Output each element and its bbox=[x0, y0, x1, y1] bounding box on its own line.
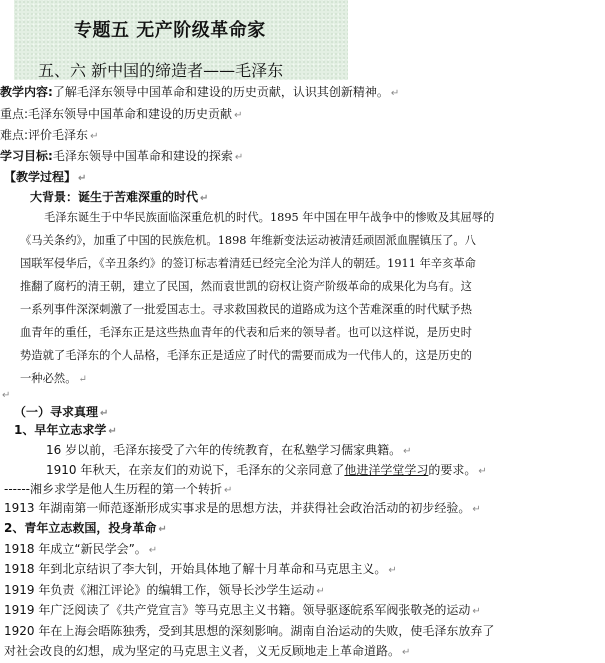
background-heading-text: 大背景：诞生于苦难深重的时代 bbox=[30, 190, 199, 204]
key-point-label: 重点: bbox=[0, 107, 29, 121]
paragraph-turning-point: ------湘乡求学是他人生历程的第一个转折 ↵ bbox=[4, 482, 233, 496]
background-line-5: 一系列事件深深刺激了一批爱国志士。寻求救国救民的道路成为这个苦难深重的时代赋予热 bbox=[20, 303, 472, 316]
background-line-8: 一种必然。 ↵ bbox=[20, 372, 87, 385]
subheading-youth-revolution: 2、青年立志救国，投身革命 ↵ bbox=[4, 521, 167, 535]
page-title: 专题五 无产阶级革命家 bbox=[74, 20, 266, 41]
teaching-content-text: 了解毛泽东领导中国革命和建设的历史贡献，认识其创新精神。 bbox=[52, 85, 389, 99]
paragraph-1913: 1913 年湖南第一师范逐渐形成实事求是的思想方法，并获得社会政治活动的初步经验。 ↵ bbox=[4, 501, 481, 515]
key-point-text: 毛泽东领导中国革命和建设的历史贡献 bbox=[28, 107, 233, 121]
list-item: 1919 年广泛阅读了《共产党宣言》等马克思主义书籍。领导驱逐皖系军阀张敬尧的运动 ↵ bbox=[4, 603, 481, 617]
blank-line: ↵ bbox=[2, 390, 11, 401]
background-line-4: 推翻了腐朽的清王朝，建立了民国，然而袁世凯的窃权让资产阶级革命的成果化为乌有。这 bbox=[20, 280, 472, 293]
section-heading-text: （一）寻求真理 bbox=[14, 405, 99, 419]
process-heading: 【教学过程】 ↵ bbox=[4, 170, 87, 184]
paragraph-1910-underlined: 他进洋学堂学习 bbox=[344, 463, 429, 477]
paragraph-1913-text: 1913 年湖南第一师范逐渐形成实事求是的思想方法，并获得社会政治活动的初步经验。 bbox=[4, 501, 471, 515]
page-subtitle: 五、六 新中国的缔造者——毛泽东 bbox=[38, 61, 284, 80]
paragraph-turning-point-text: ------湘乡求学是他人生历程的第一个转折 bbox=[4, 482, 222, 496]
paragraph-1910: 1910 年秋天，在亲友们的劝说下，毛泽东的父亲同意了他进洋学堂学习的要求。 ↵ bbox=[46, 463, 487, 477]
list-item-text: 1919 年广泛阅读了《共产党宣言》等马克思主义书籍。领导驱逐皖系军阀张敬尧的运动 bbox=[4, 603, 471, 617]
background-heading: 大背景：诞生于苦难深重的时代 ↵ bbox=[30, 190, 209, 204]
list-item-text: 对社会改良的幻想，成为坚定的马克思主义者，义无反顾地走上革命道路。 bbox=[4, 644, 401, 658]
list-item: 1918 年成立“新民学会”。 ↵ bbox=[4, 542, 158, 556]
background-line-8-text: 一种必然。 bbox=[20, 372, 77, 385]
teaching-content-label: 教学内容: bbox=[0, 85, 53, 99]
process-heading-text: 【教学过程】 bbox=[4, 170, 77, 184]
paragraph-1910-part-a: 1910 年秋天，在亲友们的劝说下，毛泽东的父亲同意了 bbox=[46, 463, 345, 477]
list-item: 对社会改良的幻想，成为坚定的马克思主义者，义无反顾地走上革命道路。 ↵ bbox=[4, 644, 411, 658]
list-item-text: 1920 年在上海会晤陈独秀，受到其思想的深刻影响。湖南自治运动的失败，使毛泽东放弃了 bbox=[4, 624, 495, 638]
background-line-3: 国联军侵华后，《辛丑条约》的签订标志着清廷已经完全沦为洋人的朝廷。1911 年辛亥革命 bbox=[20, 257, 476, 270]
key-point: 重点:毛泽东领导中国革命和建设的历史贡献 ↵ bbox=[0, 107, 243, 121]
list-item: 1918 年到北京结识了李大钊，开始具体地了解十月革命和马克思主义。 ↵ bbox=[4, 562, 397, 576]
list-item-text: 1919 年负责《湘江评论》的编辑工作，领导长沙学生运动 bbox=[4, 583, 315, 597]
difficulty-label: 难点: bbox=[0, 128, 29, 142]
background-line-7: 势造就了毛泽东的个人品格，毛泽东正是适应了时代的需要而成为一代伟人的，这是历史的 bbox=[20, 349, 472, 362]
difficulty-text: 评价毛泽东 bbox=[28, 128, 89, 142]
list-item-text: 1918 年成立“新民学会”。 bbox=[4, 542, 147, 556]
subheading-youth-revolution-text: 2、青年立志救国，投身革命 bbox=[4, 521, 157, 535]
subheading-early-study: 1、早年立志求学 ↵ bbox=[14, 423, 117, 437]
subheading-early-study-text: 1、早年立志求学 bbox=[14, 423, 107, 437]
learning-goal-text: 毛泽东领导中国革命和建设的探索 bbox=[52, 149, 233, 163]
difficulty: 难点:评价毛泽东 ↵ bbox=[0, 128, 99, 142]
list-item-text: 1918 年到北京结识了李大钊，开始具体地了解十月革命和马克思主义。 bbox=[4, 562, 387, 576]
learning-goal-label: 学习目标: bbox=[0, 149, 53, 163]
paragraph-1910-part-c: 的要求。 bbox=[428, 463, 477, 477]
paragraph-traditional-education: 16 岁以前，毛泽东接受了六年的传统教育，在私塾学习儒家典籍。 ↵ bbox=[46, 443, 412, 457]
list-item: 1919 年负责《湘江评论》的编辑工作，领导长沙学生运动 ↵ bbox=[4, 583, 325, 597]
paragraph-traditional-education-text: 16 岁以前，毛泽东接受了六年的传统教育，在私塾学习儒家典籍。 bbox=[46, 443, 402, 457]
background-line-1: 毛泽东诞生于中华民族面临深重危机的时代。1895 年中国在甲午战争中的惨败及其屈辱的 bbox=[44, 211, 495, 224]
background-line-2: 《马关条约》，加重了中国的民族危机。1898 年维新变法运动被清廷顽固派血腥镇压了。八 bbox=[20, 234, 476, 247]
learning-goal: 学习目标:毛泽东领导中国革命和建设的探索 ↵ bbox=[0, 149, 244, 163]
background-line-6: 血青年的重任，毛泽东正是这些热血青年的代表和后来的领导者。也可以这样说，是历史时 bbox=[20, 326, 472, 339]
teaching-content: 教学内容:了解毛泽东领导中国革命和建设的历史贡献，认识其创新精神。 ↵ bbox=[0, 85, 400, 99]
section-heading-seek-truth: （一）寻求真理 ↵ bbox=[14, 405, 109, 419]
list-item bbox=[4, 623, 494, 640]
